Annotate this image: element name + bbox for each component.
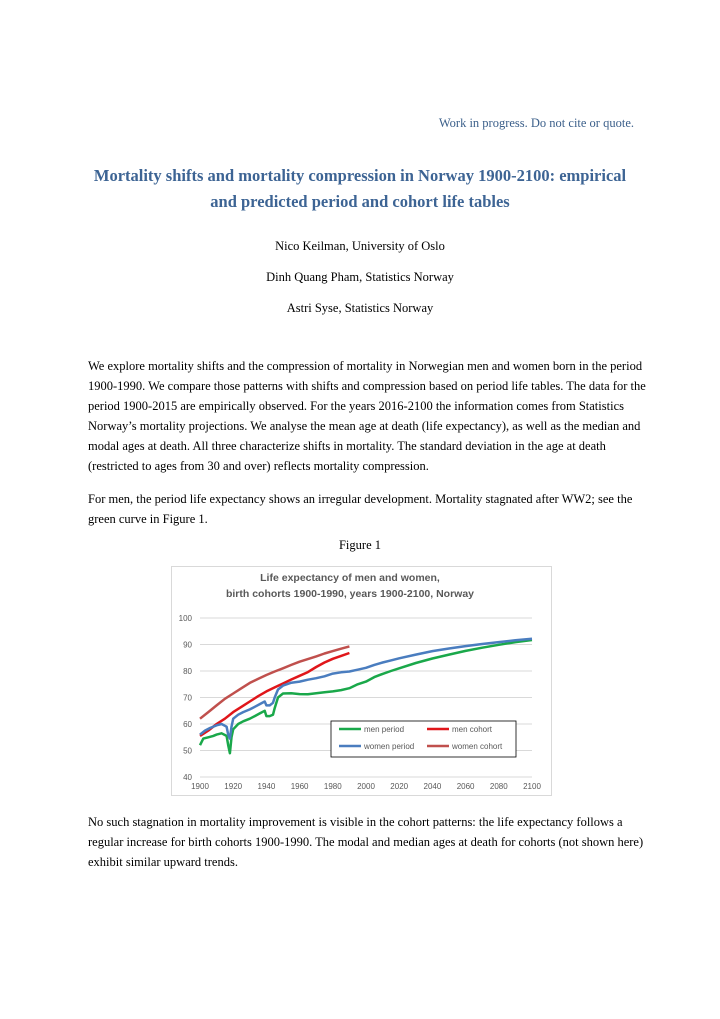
x-tick-label: 1960 (290, 782, 309, 791)
chart-legend (331, 721, 516, 757)
x-tick-label: 2100 (523, 782, 541, 791)
x-tick-label: 2060 (456, 782, 475, 791)
x-axis-ticks (191, 782, 541, 791)
draft-note: Work in progress. Do not cite or quote. (438, 116, 634, 130)
x-tick-label: 2000 (357, 782, 375, 791)
abstract-paragraph-2: For men, the period life expectancy shows an irregular development. Mortality stagnated after WW2; see the green curve in Figure 1. (88, 492, 633, 526)
x-tick-label: 1980 (323, 782, 342, 791)
x-tick-label: 2040 (423, 782, 442, 791)
legend-label: women period (364, 742, 415, 751)
chart-title-line-1: Life expectancy of men and women, (260, 572, 440, 584)
author-1: Nico Keilman, University of Oslo (275, 239, 445, 253)
title-line-2: and predicted period and cohort life tables (210, 192, 510, 211)
legend-label: women cohort (452, 742, 503, 751)
author-3: Astri Syse, Statistics Norway (286, 301, 434, 315)
legend-label: men period (364, 725, 405, 734)
x-tick-label: 2080 (489, 782, 508, 791)
title-line-1: Mortality shifts and mortality compression in Norway 1900-2100: empirical (93, 166, 627, 185)
y-tick-label: 60 (183, 720, 192, 729)
figure-1-chart (171, 566, 552, 796)
x-tick-label: 1940 (257, 782, 276, 791)
abstract-paragraph-1: We explore mortality shifts and the compression of mortality in Norwegian men and women born in the period 1900-1990. We compare those patterns with shifts and compression based on period life tables. The data for the period 1900-2015 are empirically observed. For the years 2016-2100 the information comes from Statistics Norway’s mortality projections. We analyse the mean age at death (life expectancy), as well as the median and modal ages at death. All three characterize shifts in mortality. The standard deviation in the age at death (restricted to ages from 30 and over) reflects mortality compression. (88, 359, 646, 473)
y-tick-label: 100 (178, 614, 192, 623)
x-tick-label: 2020 (390, 782, 409, 791)
author-2: Dinh Quang Pham, Statistics Norway (266, 270, 454, 284)
body-paragraph-3: No such stagnation in mortality improvement is visible in the cohort patterns: the life expectancy follows a regular increase for birth cohorts 1900-1990. The modal and median ages at death for cohorts (not shown here) exhibit similar upward trends. (88, 815, 644, 869)
chart-svg (172, 567, 551, 795)
paper-title (60, 163, 660, 215)
y-tick-label: 70 (183, 693, 192, 703)
y-tick-label: 90 (183, 640, 192, 650)
x-tick-label: 1900 (191, 782, 209, 791)
y-tick-label: 40 (183, 773, 192, 782)
y-tick-label: 80 (183, 667, 192, 676)
legend-label: men cohort (452, 725, 493, 734)
chart-title-line-2: birth cohorts 1900-1990, years 1900-2100, Norway (225, 588, 475, 600)
y-axis-ticks (179, 614, 193, 782)
y-tick-label: 50 (183, 746, 192, 756)
x-tick-label: 1920 (224, 782, 243, 791)
figure-label: Figure 1 (338, 538, 381, 552)
